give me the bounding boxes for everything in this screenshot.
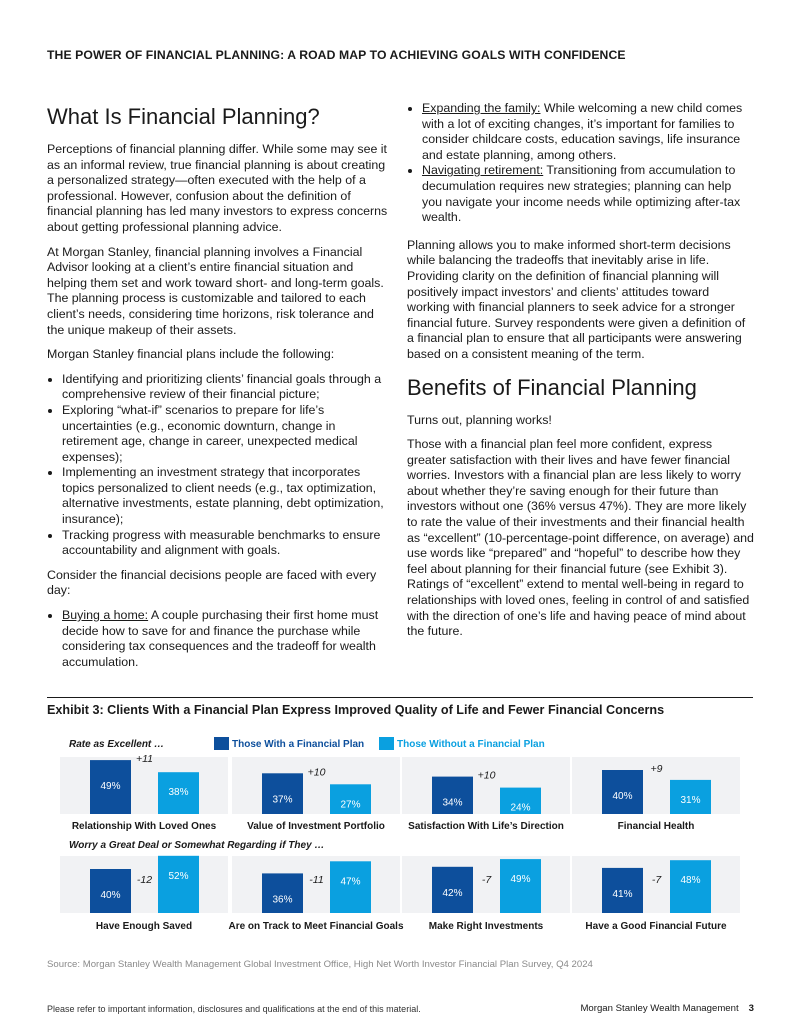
bar-value-label-without: 47% xyxy=(340,876,361,888)
plan-components-list xyxy=(47,372,393,559)
chart-title: Exhibit 3: Clients With a Financial Plan Express Improved Quality of Life and Fewer Financial Concerns xyxy=(47,703,665,717)
legend-swatch-without xyxy=(379,737,394,750)
bar-without-plan xyxy=(158,856,199,913)
bar-value-label-with: 34% xyxy=(442,797,463,809)
category-label: Satisfaction With Life’s Direction xyxy=(408,821,564,832)
chart-panel xyxy=(60,757,228,814)
chart-top-rule xyxy=(47,697,753,698)
bar-value-label-without: 24% xyxy=(510,802,531,814)
category-label: Value of Investment Portfolio xyxy=(247,821,385,832)
list-item: • Implementing an investment strategy that incorporates topics personalized to client needs (e.g., tax optimization, alternative investments, estate planning, debt optimization, insurance); xyxy=(62,465,393,527)
bar-with-plan xyxy=(262,873,303,913)
chart-panel xyxy=(402,757,570,814)
list-item-text: Transitioning from accumulation to decumulation requires new strategies; planning can help you navigate your income needs while optimizing after-tax wealth. xyxy=(422,163,741,225)
difference-label: -7 xyxy=(651,874,662,886)
page-header-title: THE POWER OF FINANCIAL PLANNING: A ROAD MAP TO ACHIEVING GOALS WITH CONFIDENCE xyxy=(47,48,626,62)
source-note: Source: Morgan Stanley Wealth Management Global Investment Office, High Net Worth Investor Financial Plan Survey, Q4 2024 xyxy=(47,959,593,970)
paragraph: Perceptions of financial planning differ. While some may see it as an informal review, true financial planning is about creating a personalized strategy—often executed with the help of a professional. However, confusion about the definition of financial planning has led many investors to express concerns about getting professional planning advice. xyxy=(47,142,388,234)
category-label: Have Enough Saved xyxy=(95,921,193,932)
left-column xyxy=(47,104,393,679)
page-number: 3 xyxy=(748,1003,754,1014)
list-item-lead: Buying a home: xyxy=(62,608,149,623)
list-item xyxy=(422,163,754,225)
difference-label: +10 xyxy=(477,769,496,782)
list-item-lead: Expanding the family: xyxy=(422,101,541,115)
group-label: Worry a Great Deal or Somewhat Regarding if They … xyxy=(69,840,325,851)
paragraph: Morgan Stanley financial plans include the following: xyxy=(47,347,335,362)
group-label: Rate as Excellent … xyxy=(69,739,165,750)
difference-label: -12 xyxy=(136,874,153,886)
category-label: Are on Track to Meet Financial Goals xyxy=(228,921,404,932)
list-item: • Exploring “what-if” scenarios to prepare for life’s uncertainties (e.g., economic downturn, change in retirement age, change in career, unexpected medical expenses); xyxy=(62,403,393,465)
bar-value-label-without: 27% xyxy=(340,799,361,811)
section-heading-benefits: Benefits of Financial Planning xyxy=(407,374,697,400)
difference-label: +9 xyxy=(650,763,663,775)
bar-value-label-with: 37% xyxy=(272,794,293,806)
footer-brand-name: Morgan Stanley Wealth Management xyxy=(580,1003,739,1014)
list-item-text: A couple purchasing their first home must decide how to save for and finance the purchase while considering tax consequences and the tradeoff for wealth accumulation. xyxy=(62,608,379,669)
list-item: • Identifying and prioritizing clients’ financial goals through a comprehensive review of their financial picture; xyxy=(62,372,393,403)
footer-brand xyxy=(580,1003,754,1014)
bar-value-label-with: 49% xyxy=(100,781,121,793)
list-item-text: While welcoming a new child comes with a lot of exciting changes, it’s important for families to consider childcare costs, education savings, life insurance and estate planning, among others. xyxy=(422,101,743,162)
bar-value-label-with: 40% xyxy=(612,791,633,802)
legend-label-with: Those With a Financial Plan xyxy=(232,739,365,750)
category-label: Financial Health xyxy=(617,821,695,832)
bar-value-label-without: 52% xyxy=(168,870,189,882)
bar-value-label-without: 31% xyxy=(680,794,701,806)
paragraph: Consider the financial decisions people are faced with every day: xyxy=(47,567,377,598)
difference-label: -11 xyxy=(309,874,324,886)
bar-without-plan xyxy=(500,859,541,913)
list-item-lead: Navigating retirement: xyxy=(422,163,544,178)
paragraph: At Morgan Stanley, financial planning involves a Financial Advisor looking at a client’s entire financial situation and helping them set and work toward short- and long-term goals. The planning process is customizable and tailored to each client’s needs, considering time horizons, risk tolerance and the unique makeup of their assets. xyxy=(47,244,384,337)
bar-value-label-without: 38% xyxy=(168,787,189,799)
footer-disclaimer: Please refer to important information, disclosures and qualifications at the end of this material. xyxy=(47,1004,421,1014)
legend-label-without: Those Without a Financial Plan xyxy=(397,739,545,750)
paragraph: Turns out, planning works! xyxy=(407,412,552,427)
bar-value-label-with: 36% xyxy=(272,894,293,906)
right-column xyxy=(407,101,754,649)
category-label: Have a Good Financial Future xyxy=(585,921,727,932)
category-label: Relationship With Loved Ones xyxy=(71,821,217,832)
paragraph: Those with a financial plan feel more confident, express greater satisfaction with their lives and have fewer financial worries. Investors with a financial plan are less likely to worry about whether they’re saving enough for their future than investors without one (36% versus 47%). They are more likely to rate the value of their investments and their financial health as “excellent” (10-percentage-point difference, on average) and use words like “prepared” and “hopeful” to describe how they feel about planning for their financial future (see Exhibit 3). Ratings of “excellent” extend to mental well-being in regard to relationships with loved ones, feeling in control of and satisfied with the direction of one’s life and having peace of mind about the future. xyxy=(407,437,754,639)
bar-without-plan xyxy=(670,860,711,913)
difference-label: -7 xyxy=(481,874,492,886)
difference-label: +11 xyxy=(135,753,154,766)
bar-value-label-with: 40% xyxy=(100,890,121,901)
decisions-list-continued xyxy=(407,101,754,226)
exhibit-3-chart xyxy=(47,728,753,940)
paragraph: Planning allows you to make informed short-term decisions while balancing the tradeoffs that inevitably arise in life. Providing clarity on the definition of financial planning will positively impact investors’ and clients’ attitudes toward working with financial planners to seek advice for a stronger financial future. Survey respondents were given a definition of a financial plan to ensure that all participants were answering based on a consistent meaning of the term. xyxy=(407,237,746,361)
bar-value-label-without: 49% xyxy=(510,874,531,886)
section-heading-what-is: What Is Financial Planning? xyxy=(47,104,320,129)
bar-value-label-without: 48% xyxy=(680,875,701,887)
decisions-list xyxy=(47,608,393,670)
list-item xyxy=(62,608,393,670)
legend-swatch-with xyxy=(214,737,229,750)
list-item xyxy=(422,101,754,163)
list-item: • Tracking progress with measurable benchmarks to ensure accountability and alignment with goals. xyxy=(62,528,393,559)
bar-value-label-with: 41% xyxy=(612,888,633,900)
difference-label: +10 xyxy=(307,766,326,779)
category-label: Make Right Investments xyxy=(428,921,544,932)
bar-value-label-with: 42% xyxy=(442,887,463,899)
